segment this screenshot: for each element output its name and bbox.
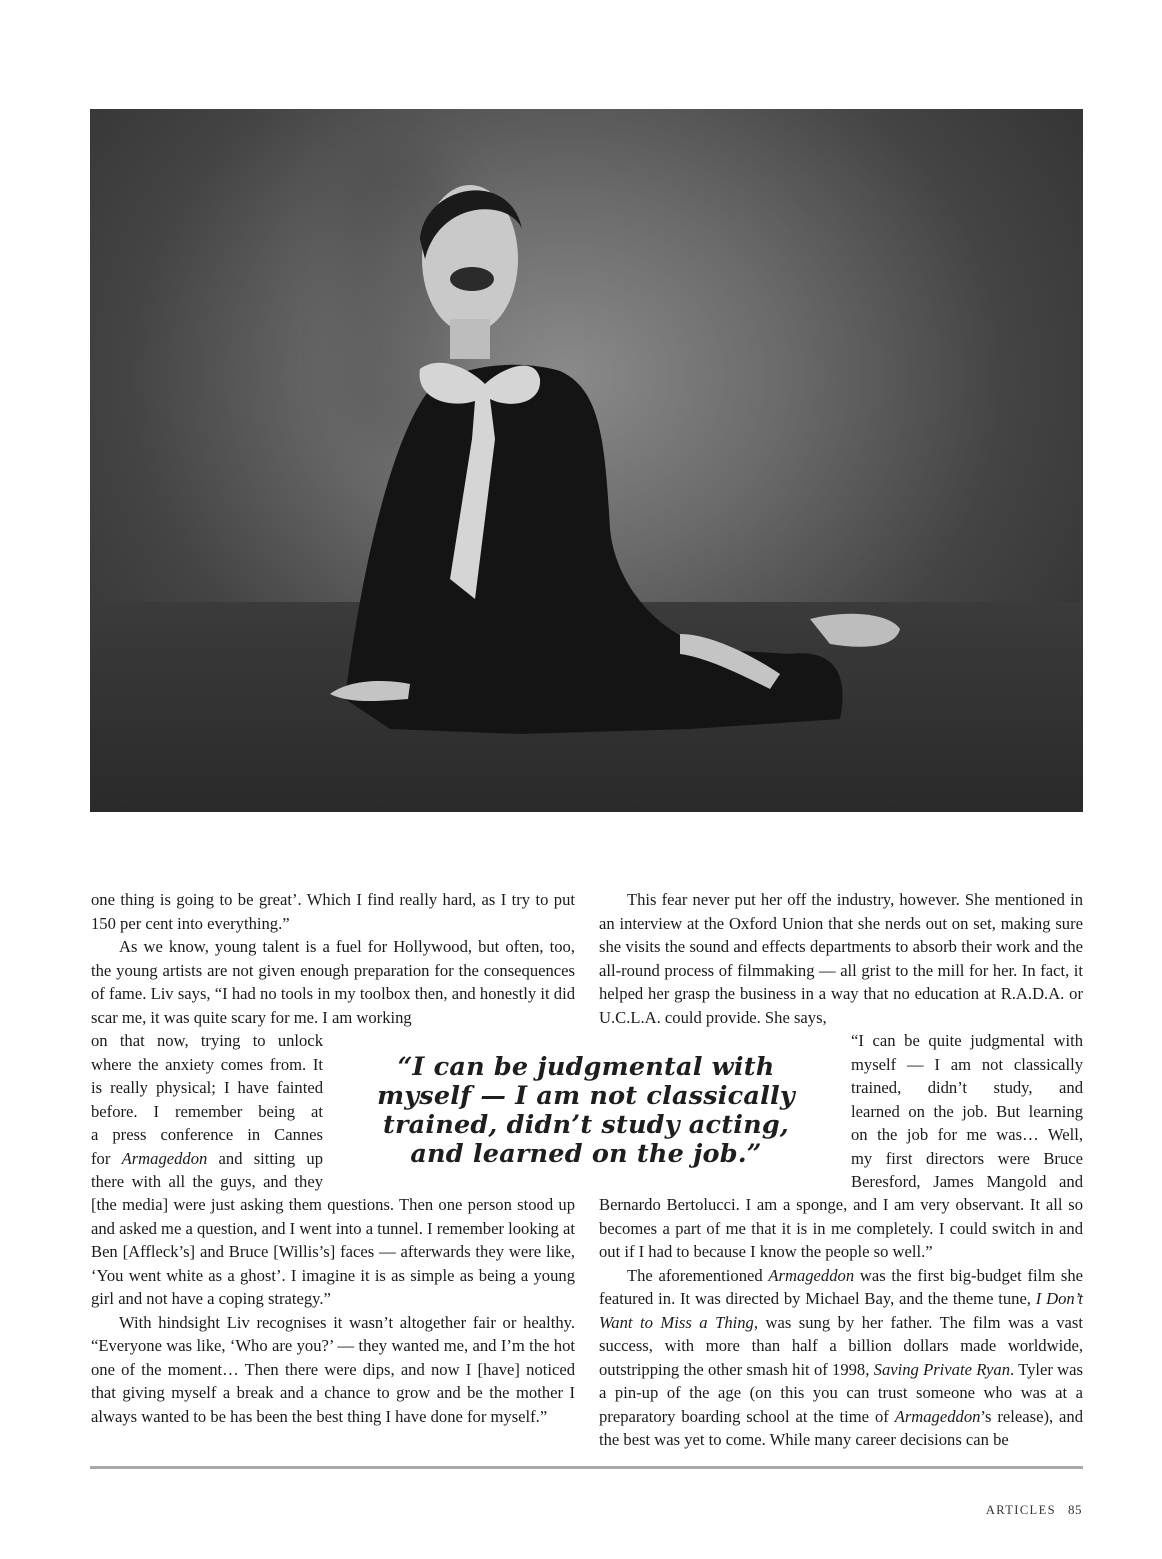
left-column-lower xyxy=(91,1193,575,1428)
text-line: on the job for me was… Well, xyxy=(851,1125,1083,1144)
paragraph: The aforementioned Armageddon was the first big-budget film she featured in. It was directed by Michael Bay, and the theme tune, I Don’t Want to Miss a Thing, was sung by her father. The film was a vast success, with more than half a billion dollars made worldwide, outstripping the other smash hit of 1998, Saving Private Ryan. Tyler was a pin-up of the age (on this you can trust someone who was at a preparatory boarding school at the time of Armageddon’s release), and the best was yet to come. While many career decisions can be xyxy=(599,1265,1083,1449)
text-line: trained, didn’t study, and xyxy=(851,1078,1083,1097)
footer-rule xyxy=(90,1466,1083,1469)
pull-quote: “I can be judgmental with myself — I am not classically trained, didn’t study acting, and learned on the job.” xyxy=(377,1052,795,1169)
text-line: myself — I am not classically xyxy=(851,1054,1083,1074)
text-line: before. I remember being at xyxy=(91,1101,323,1121)
text-line: is really physical; I have fainted xyxy=(91,1078,323,1097)
text-line: for Armageddon and sitting up xyxy=(91,1148,324,1168)
paragraph: This fear never put her off the industry, however. She mentioned in an interview at the Oxford Union that she nerds out on set, making sure she visits the sound and effects departments to absorb their work and the all-round process of filmmaking — all grist to the mill for her. In fact, it helped her grasp the business in a way that no education at R.A.D.A. or U.C.L.A. could provide. She says, xyxy=(599,890,1083,1027)
left-column xyxy=(91,888,575,1029)
right-column-wrap xyxy=(851,1029,1083,1194)
paragraph: With hindsight Liv recognises it wasn’t altogether fair or healthy. “Everyone was like, ‘Who are you?’ — they wanted me, and I’m the hot one of the moment… Then there were dips, and now I [have] noticed that giving myself a break and a chance to grow and be the mother I always wanted to be has been the best thing I have done for myself.” xyxy=(91,1312,575,1426)
text-line: where the anxiety comes from. It xyxy=(91,1054,323,1074)
text-line: “I can be quite judgmental with xyxy=(851,1031,1083,1050)
paragraph: [the media] were just asking them questions. Then one person stood up and asked me a question, and I went into a tunnel. I remember looking at Ben [Affleck’s] and Bruce [Willis’s] faces — afterwards they were like, ‘You went white as a ghost’. I imagine it is as simple as being a young girl and not have a coping strategy.” xyxy=(91,1195,575,1308)
paragraph: one thing is going to be great’. Which I find really hard, as I try to put 150 per cent into everything.” xyxy=(91,890,575,933)
text-line: there with all the guys, and they xyxy=(91,1172,323,1191)
text-line: learned on the job. But learning xyxy=(851,1101,1083,1121)
figure-illustration xyxy=(90,109,1083,812)
text-line: on that now, trying to unlock xyxy=(91,1031,323,1050)
text-line: a press conference in Cannes xyxy=(91,1125,323,1144)
right-column-lower xyxy=(599,1193,1083,1452)
paragraph: Bernardo Bertolucci. I am a sponge, and I am very observant. It all so becomes a part of me that it is in me completely. I could switch in and out if I had to because I know the people so well.” xyxy=(599,1195,1083,1261)
right-column xyxy=(599,888,1083,1029)
paragraph: As we know, young talent is a fuel for Hollywood, but often, too, the young artists are not given enough preparation for the consequences of fame. Liv says, “I had no tools in my toolbox then, and honestly it did scar me, it was quite scary for me. I am working xyxy=(91,937,575,1027)
page-footer xyxy=(986,1502,1082,1518)
text-line: my first directors were Bruce xyxy=(851,1148,1083,1168)
section-label: ARTICLES xyxy=(985,1503,1056,1517)
left-column-wrap xyxy=(91,1029,323,1194)
page-number: 85 xyxy=(1068,1502,1082,1517)
portrait-photo xyxy=(90,109,1083,812)
text-line: Beresford, James Mangold and xyxy=(851,1172,1083,1191)
